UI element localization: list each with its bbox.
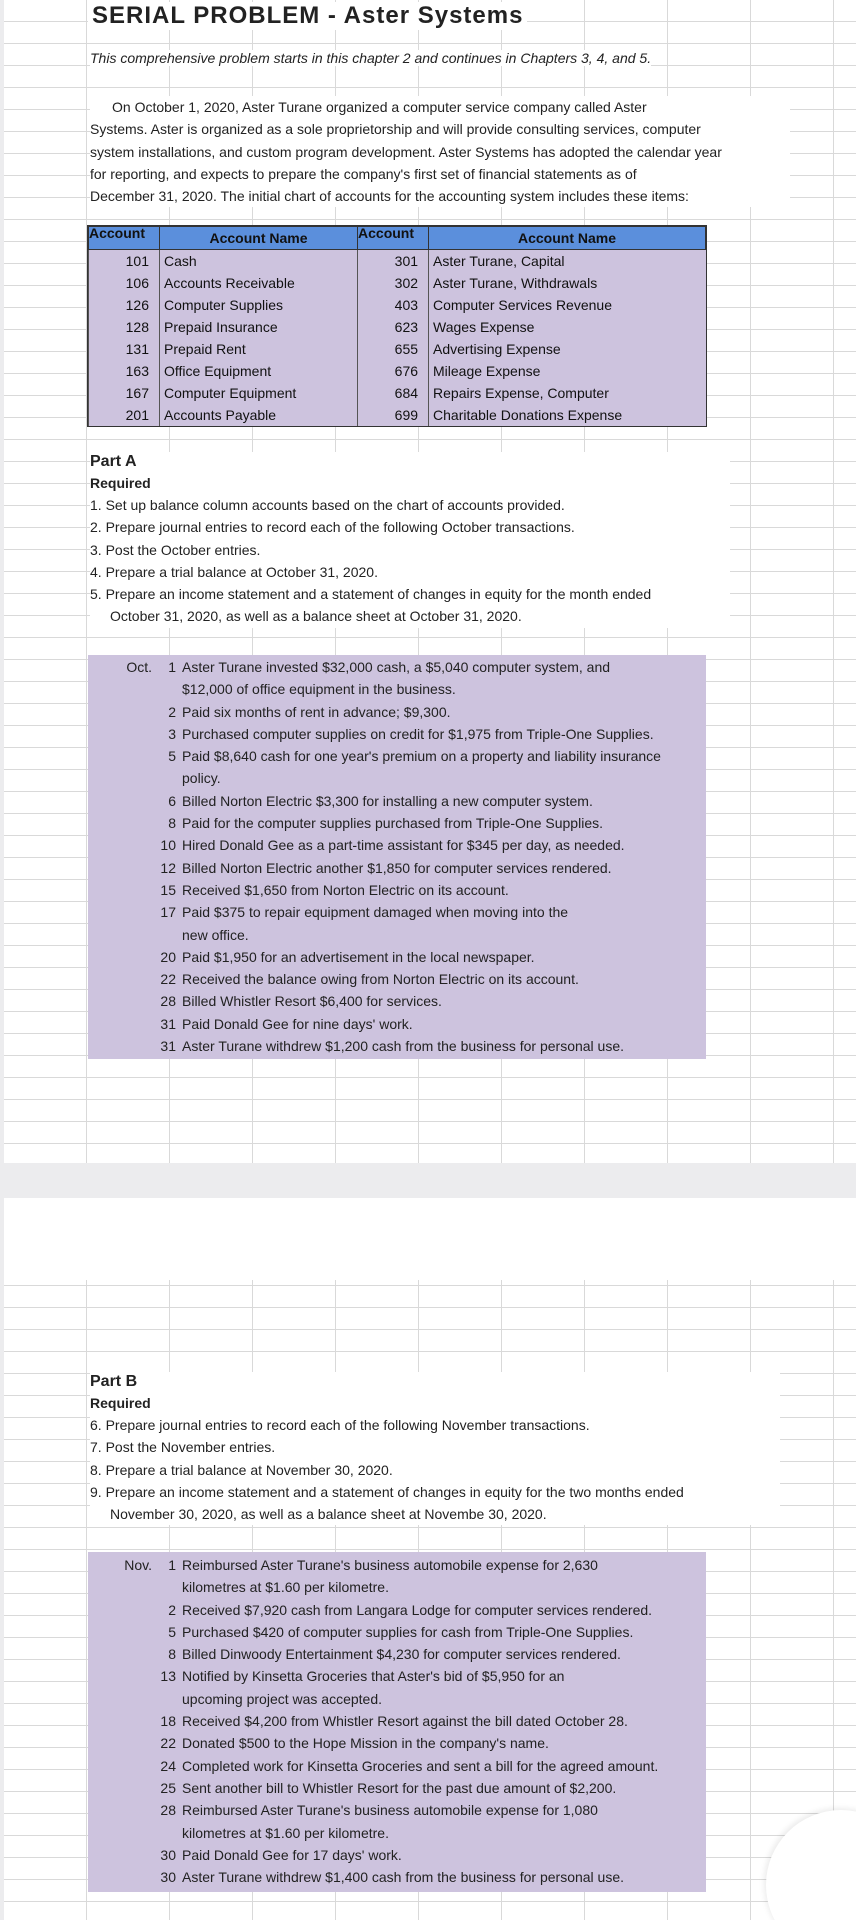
transaction-day: 1 <box>168 659 176 675</box>
requirement-item-continued: November 30, 2020, as well as a balance sheet at Novembe 30, 2020. <box>110 1506 547 1523</box>
month-label <box>88 1822 158 1844</box>
month-label <box>88 924 158 946</box>
page-title: SERIAL PROBLEM - Aster Systems <box>88 2 527 30</box>
month-label <box>88 790 158 812</box>
transaction-day <box>158 1688 182 1710</box>
month-label <box>88 879 158 901</box>
transaction-line <box>88 701 706 723</box>
account-number-cell: 623 <box>358 316 429 338</box>
transaction-day <box>158 678 182 700</box>
account-number-cell: 201 <box>89 404 160 426</box>
transaction-text: Completed work for Kinsetta Groceries and sent a bill for the agreed amount. <box>182 1757 659 1774</box>
transaction-text: Billed Whistler Resort $6,400 for services. <box>182 993 442 1010</box>
transaction-line <box>88 1710 706 1732</box>
transaction-line <box>88 1643 706 1665</box>
transaction-text: Notified by Kinsetta Groceries that Aster's bid of $5,950 for an <box>182 1668 565 1685</box>
transaction-text: Aster Turane withdrew $1,400 cash from the business for personal use. <box>182 1869 625 1886</box>
part-a-requirements <box>90 452 730 628</box>
column-header-account: Account <box>358 227 429 250</box>
transaction-text: Received $7,920 cash from Langara Lodge for computer services rendered. <box>182 1601 653 1618</box>
transaction-line <box>88 1822 706 1844</box>
column-header-account: Account <box>89 227 160 250</box>
transaction-day: 28 <box>160 1802 176 1819</box>
account-number-cell: 403 <box>358 294 429 316</box>
transaction-line <box>88 656 706 678</box>
table-row <box>89 360 706 382</box>
transaction-day: 5 <box>168 748 176 765</box>
account-number-cell: 163 <box>89 360 160 382</box>
month-label <box>88 968 158 990</box>
part-a-heading: Part A <box>90 453 137 470</box>
transaction-line <box>88 924 706 946</box>
transaction-text: Aster Turane invested $32,000 cash, a $5,040 computer system, and <box>182 659 611 675</box>
transaction-day: 12 <box>160 859 176 876</box>
transaction-text: Paid $375 to repair equipment damaged when moving into the <box>182 904 569 921</box>
transaction-day: 22 <box>160 1735 176 1752</box>
transaction-line <box>88 1554 706 1576</box>
transaction-text: Paid for the computer supplies purchased from Triple-One Supplies. <box>182 815 603 832</box>
transaction-line <box>88 879 706 901</box>
requirement-item: 2. Prepare journal entries to record each of the following October transactions. <box>90 519 575 536</box>
transaction-text: Paid six months of rent in advance; $9,300. <box>182 703 451 720</box>
transaction-day <box>158 1822 182 1844</box>
transaction-text: kilometres at $1.60 per kilometre. <box>182 1824 389 1841</box>
transaction-text: Paid $8,640 cash for one year's premium on a property and liability insurance <box>182 748 661 765</box>
requirement-item: 3. Post the October entries. <box>90 541 261 558</box>
account-number-cell: 106 <box>89 272 160 294</box>
transaction-text: Aster Turane withdrew $1,200 cash from the business for personal use. <box>182 1038 625 1055</box>
transaction-day <box>158 1576 182 1598</box>
account-number-cell: 302 <box>358 272 429 294</box>
month-label <box>88 1710 158 1732</box>
transaction-text: Donated $500 to the Hope Mission in the company's name. <box>182 1735 549 1752</box>
table-row <box>89 338 706 360</box>
transaction-day: 18 <box>160 1713 176 1730</box>
transaction-line <box>88 1665 706 1687</box>
sheet-blank-top <box>4 1198 856 1280</box>
month-label <box>88 990 158 1012</box>
transaction-line <box>88 1621 706 1643</box>
account-name-cell: Computer Supplies <box>160 294 358 316</box>
intro-line: Systems. Aster is organized as a sole proprietorship and will provide consulting services, computer <box>90 121 701 138</box>
transaction-day: 5 <box>168 1623 176 1640</box>
transaction-text: upcoming project was accepted. <box>182 1690 382 1707</box>
requirement-item: 8. Prepare a trial balance at November 30, 2020. <box>90 1461 393 1478</box>
transaction-text: Received $1,650 from Norton Electric on its account. <box>182 881 509 898</box>
month-label <box>88 745 158 767</box>
transaction-day: 17 <box>160 904 176 921</box>
account-number-cell: 684 <box>358 382 429 404</box>
transaction-line <box>88 1777 706 1799</box>
month-label <box>88 1665 158 1687</box>
transaction-day: 6 <box>168 792 176 809</box>
requirement-item: 9. Prepare an income statement and a statement of changes in equity for the two months ended <box>90 1483 684 1500</box>
account-number-cell: 128 <box>89 316 160 338</box>
intro-line: system installations, and custom program development. Aster Systems has adopted the calendar year <box>90 143 722 160</box>
month-label: Oct. <box>126 659 152 675</box>
chart-of-accounts-table <box>88 226 706 426</box>
transaction-text: Received $4,200 from Whistler Resort against the bill dated October 28. <box>182 1713 628 1730</box>
month-label <box>88 1777 158 1799</box>
transaction-day: 30 <box>160 1869 176 1886</box>
transaction-text: $12,000 of office equipment in the business. <box>182 681 456 698</box>
transaction-line <box>88 1844 706 1866</box>
requirement-item-continued: October 31, 2020, as well as a balance sheet at October 31, 2020. <box>110 608 522 625</box>
transaction-line <box>88 901 706 923</box>
transaction-text: Purchased $420 of computer supplies for cash from Triple-One Supplies. <box>182 1623 634 1640</box>
transaction-line <box>88 1866 706 1888</box>
month-label <box>88 812 158 834</box>
transaction-day: 10 <box>160 837 176 854</box>
account-name-cell: Cash <box>160 250 358 273</box>
transaction-line <box>88 990 706 1012</box>
month-label <box>88 1599 158 1621</box>
intro-note: This comprehensive problem starts in this chapter 2 and continues in Chapters 3, 4, and 5. <box>90 50 652 66</box>
month-label <box>88 1035 158 1057</box>
account-number-cell: 101 <box>89 250 160 273</box>
transaction-line <box>88 1599 706 1621</box>
account-number-cell: 167 <box>89 382 160 404</box>
part-b-heading: Part B <box>90 1373 138 1390</box>
intro-paragraph <box>90 96 790 207</box>
transaction-day: 8 <box>168 1646 176 1663</box>
transaction-text: Paid $1,950 for an advertisement in the local newspaper. <box>182 948 535 965</box>
table-row <box>89 316 706 338</box>
month-label <box>88 1799 158 1821</box>
month-label <box>88 1688 158 1710</box>
transaction-day: 28 <box>160 993 176 1010</box>
transaction-line <box>88 723 706 745</box>
november-transactions <box>88 1552 706 1892</box>
transaction-day <box>158 924 182 946</box>
account-number-cell: 676 <box>358 360 429 382</box>
requirement-item: 5. Prepare an income statement and a statement of changes in equity for the month ended <box>90 586 652 603</box>
account-name-cell: Accounts Receivable <box>160 272 358 294</box>
account-number-cell: 655 <box>358 338 429 360</box>
transaction-day: 22 <box>160 971 176 988</box>
transaction-text: Sent another bill to Whistler Resort for the past due amount of $2,200. <box>182 1779 617 1796</box>
transaction-text: policy. <box>182 770 221 787</box>
table-row <box>89 382 706 404</box>
account-name-cell: Wages Expense <box>429 316 706 338</box>
transaction-text: Received the balance owing from Norton Electric on its account. <box>182 971 579 988</box>
account-name-cell: Office Equipment <box>160 360 358 382</box>
account-name-cell: Aster Turane, Withdrawals <box>429 272 706 294</box>
account-name-cell: Prepaid Insurance <box>160 316 358 338</box>
transaction-line <box>88 790 706 812</box>
account-name-cell: Mileage Expense <box>429 360 706 382</box>
transaction-line <box>88 812 706 834</box>
required-label: Required <box>90 1395 151 1411</box>
account-name-cell: Charitable Donations Expense <box>429 404 706 426</box>
transaction-day <box>158 767 182 789</box>
transaction-day: 3 <box>168 725 176 742</box>
transaction-line <box>88 745 706 767</box>
month-label <box>88 834 158 856</box>
month-label <box>88 1013 158 1035</box>
transaction-day: 1 <box>168 1557 176 1573</box>
requirement-item: 1. Set up balance column accounts based on the chart of accounts provided. <box>90 497 565 513</box>
transaction-line <box>88 1688 706 1710</box>
account-number-cell: 126 <box>89 294 160 316</box>
part-b-requirements <box>90 1372 780 1525</box>
transaction-day: 25 <box>160 1779 176 1796</box>
transaction-line <box>88 946 706 968</box>
table-row <box>89 294 706 316</box>
month-label <box>88 1844 158 1866</box>
transaction-day: 20 <box>160 948 176 965</box>
transaction-day: 2 <box>168 703 176 720</box>
month-label <box>88 901 158 923</box>
worksheet-part-a <box>4 0 856 1163</box>
intro-line: On October 1, 2020, Aster Turane organized a computer service company called Aster <box>112 99 647 115</box>
transaction-line <box>88 1013 706 1035</box>
transaction-day: 15 <box>160 881 176 898</box>
transaction-line <box>88 678 706 700</box>
transaction-line <box>88 968 706 990</box>
transaction-day: 24 <box>160 1757 176 1774</box>
transaction-text: kilometres at $1.60 per kilometre. <box>182 1579 389 1596</box>
account-name-cell: Computer Services Revenue <box>429 294 706 316</box>
month-label <box>88 1866 158 1888</box>
transaction-text: Billed Norton Electric $3,300 for installing a new computer system. <box>182 792 593 809</box>
account-number-cell: 301 <box>358 250 429 273</box>
intro-line: December 31, 2020. The initial chart of accounts for the accounting system includes these items: <box>90 188 689 205</box>
worksheet-part-b <box>4 1198 856 1920</box>
month-label: Nov. <box>124 1557 152 1573</box>
month-label <box>88 1732 158 1754</box>
table-row <box>89 272 706 294</box>
account-name-cell: Computer Equipment <box>160 382 358 404</box>
account-name-cell: Aster Turane, Capital <box>429 250 706 273</box>
month-label <box>88 1643 158 1665</box>
account-number-cell: 131 <box>89 338 160 360</box>
transaction-line <box>88 834 706 856</box>
transaction-text: Paid Donald Gee for nine days' work. <box>182 1015 413 1032</box>
table-header-row <box>89 227 706 250</box>
transaction-text: Reimbursed Aster Turane's business automobile expense for 1,080 <box>182 1802 598 1819</box>
transaction-day: 2 <box>168 1601 176 1618</box>
month-label <box>88 701 158 723</box>
transaction-text: new office. <box>182 926 249 943</box>
transaction-line <box>88 1035 706 1057</box>
month-label <box>88 678 158 700</box>
account-name-cell: Prepaid Rent <box>160 338 358 360</box>
required-label: Required <box>90 475 151 491</box>
table-row <box>89 404 706 426</box>
month-label <box>88 767 158 789</box>
scroll-handle[interactable] <box>766 1810 856 1920</box>
month-label <box>88 857 158 879</box>
transaction-text: Purchased computer supplies on credit for $1,975 from Triple-One Supplies. <box>182 725 654 742</box>
transaction-day: 31 <box>160 1015 176 1032</box>
transaction-text: Reimbursed Aster Turane's business automobile expense for 2,630 <box>182 1557 598 1573</box>
october-transactions <box>88 655 706 1059</box>
month-label <box>88 1755 158 1777</box>
account-name-cell: Advertising Expense <box>429 338 706 360</box>
transaction-line <box>88 1732 706 1754</box>
transaction-text: Paid Donald Gee for 17 days' work. <box>182 1846 402 1863</box>
account-name-cell: Repairs Expense, Computer <box>429 382 706 404</box>
month-label <box>88 723 158 745</box>
column-header-account-name: Account Name <box>429 227 706 250</box>
account-number-cell: 699 <box>358 404 429 426</box>
transaction-text: Billed Norton Electric another $1,850 for computer services rendered. <box>182 859 612 876</box>
transaction-line <box>88 1799 706 1821</box>
transaction-day: 8 <box>168 815 176 832</box>
transaction-day: 13 <box>160 1668 176 1685</box>
requirement-item: 7. Post the November entries. <box>90 1439 276 1456</box>
month-label <box>88 946 158 968</box>
account-name-cell: Accounts Payable <box>160 404 358 426</box>
transaction-line <box>88 857 706 879</box>
month-label <box>88 1621 158 1643</box>
intro-line: for reporting, and expects to prepare the company's first set of financial statements as of <box>90 165 637 182</box>
transaction-line <box>88 767 706 789</box>
requirement-item: 4. Prepare a trial balance at October 31, 2020. <box>90 563 378 580</box>
transaction-line <box>88 1576 706 1598</box>
column-header-account-name: Account Name <box>160 227 358 250</box>
transaction-day: 30 <box>160 1846 176 1863</box>
month-label <box>88 1576 158 1598</box>
table-row <box>89 250 706 273</box>
requirement-item: 6. Prepare journal entries to record each of the following November transactions. <box>90 1417 590 1433</box>
transaction-text: Hired Donald Gee as a part-time assistant for $345 per day, as needed. <box>182 837 625 854</box>
transaction-line <box>88 1755 706 1777</box>
transaction-text: Billed Dinwoody Entertainment $4,230 for computer services rendered. <box>182 1646 621 1663</box>
transaction-day: 31 <box>160 1038 176 1055</box>
